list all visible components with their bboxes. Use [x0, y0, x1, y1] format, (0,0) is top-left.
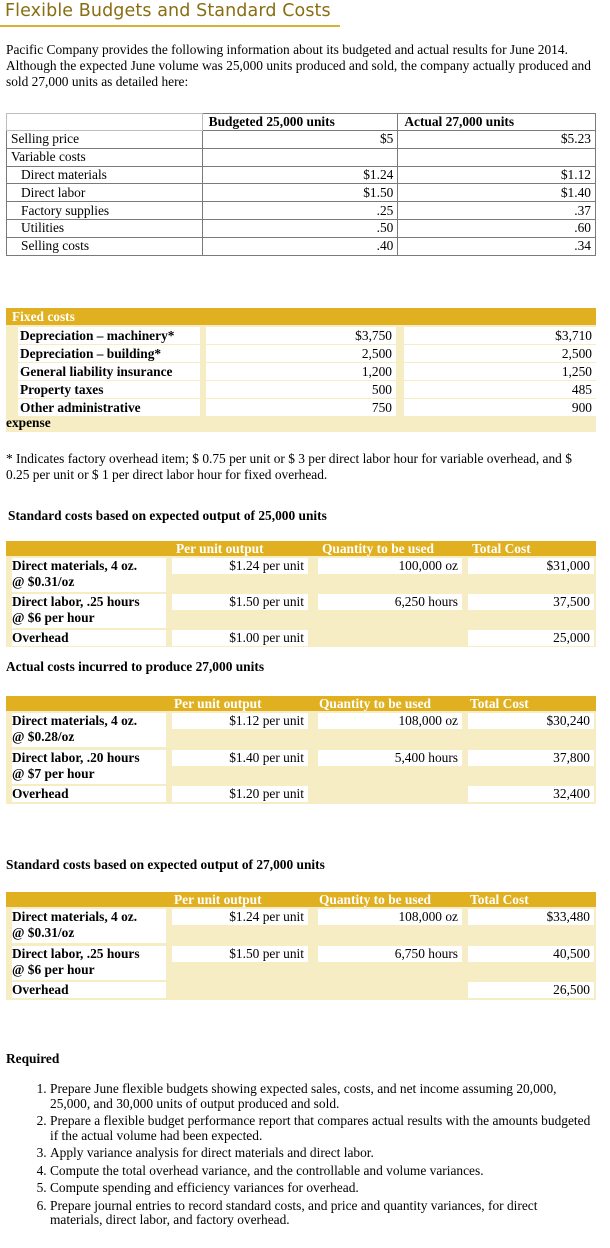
actual-value: .34 — [398, 237, 596, 255]
row-label — [12, 558, 166, 592]
table-header-actual: Actual 27,000 units — [398, 114, 596, 131]
total-cost-value: 37,800 — [468, 750, 594, 766]
per-unit-value: $1.24 per unit — [172, 909, 308, 925]
actual-cost-table — [6, 696, 596, 804]
page-title: Flexible Budgets and Standard Costs — [5, 1, 331, 21]
total-cost-value: 25,000 — [468, 630, 594, 646]
section-title: Standard costs based on expected output of 27,000 units — [6, 857, 325, 872]
total-cost-value: 40,500 — [468, 946, 594, 962]
list-item: 1. Prepare June flexible budgets showing expected sales, costs, and net income assuming 20,000, 25,000, and 30,000 units of output produced and sold. — [50, 1082, 592, 1111]
total-cost-value: 37,500 — [468, 594, 594, 610]
row-label-line: @ $6 per hour — [12, 962, 95, 977]
column-header: Total Cost — [470, 696, 529, 711]
budgeted-value: .25 — [202, 202, 398, 220]
table-row — [7, 219, 596, 237]
row-label-line: Direct materials, 4 oz. — [12, 909, 138, 924]
row-label: Overhead — [12, 786, 166, 802]
budgeted-value: $3,750 — [206, 327, 396, 344]
budgeted-value: $1.24 — [202, 166, 398, 184]
column-header: Quantity to be used — [319, 696, 431, 711]
per-unit-value: $1.12 per unit — [172, 713, 308, 729]
row-label-line: Direct labor, .25 hours — [12, 594, 140, 609]
standard-cost-table — [6, 541, 596, 647]
column-header: Per unit output — [176, 541, 264, 556]
actual-value: $3,710 — [404, 327, 596, 344]
row-label-line: Direct materials, 4 oz. — [12, 558, 138, 573]
row-label: Depreciation – building* — [18, 345, 200, 362]
total-cost-value: 26,500 — [468, 982, 594, 998]
row-label — [12, 946, 166, 980]
row-label-line: @ $6 per hour — [12, 610, 95, 625]
budgeted-value: 2,500 — [206, 345, 396, 362]
budget-comparison-table — [6, 113, 596, 256]
footnote: * Indicates factory overhead item; $ 0.75 per unit or $ 3 per direct labor hour for variable overhead, and $ 0.25 per unit or $ 1 per direct labor hour for fixed overhead. — [6, 451, 572, 482]
column-header: Quantity to be used — [319, 892, 431, 907]
list-item: 3. Apply variance analysis for direct materials and direct labor. — [50, 1146, 592, 1161]
row-label: Overhead — [12, 982, 166, 998]
column-header-band — [6, 696, 596, 711]
actual-value: .37 — [398, 202, 596, 220]
budgeted-value: 750 — [206, 399, 396, 416]
row-label: Utilities — [7, 219, 203, 237]
per-unit-value: $1.40 per unit — [172, 750, 308, 766]
section-title: Actual costs incurred to produce 27,000 units — [6, 659, 265, 674]
row-label: Other administrative — [18, 399, 200, 416]
quantity-value: 6,750 hours — [318, 946, 462, 962]
per-unit-value: $1.50 per unit — [172, 946, 308, 962]
budgeted-value: 1,200 — [206, 363, 396, 380]
actual-value: $5.23 — [398, 131, 596, 149]
fixed-costs-table — [6, 308, 596, 432]
row-label: Overhead — [12, 630, 166, 646]
row-label: Property taxes — [18, 381, 200, 398]
row-label: Direct materials — [7, 166, 203, 184]
row-label — [12, 909, 166, 943]
quantity-value: 5,400 hours — [318, 750, 462, 766]
per-unit-value: $1.24 per unit — [172, 558, 308, 574]
table-row — [7, 148, 596, 166]
title-underline — [0, 25, 340, 27]
row-label-line: Direct labor, .20 hours — [12, 750, 140, 765]
fixed-costs-heading: Fixed costs — [12, 309, 75, 324]
row-label: Factory supplies — [7, 202, 203, 220]
actual-value — [398, 148, 596, 166]
row-label: General liability insurance — [18, 363, 200, 380]
table-row — [6, 327, 596, 345]
row-label — [12, 594, 166, 628]
table-row — [7, 166, 596, 184]
standard-cost-table — [6, 892, 596, 1000]
quantity-value: 100,000 oz — [318, 558, 462, 574]
row-label-line: Direct materials, 4 oz. — [12, 713, 138, 728]
column-header: Per unit output — [174, 892, 262, 907]
budgeted-value: .40 — [202, 237, 398, 255]
table-row — [7, 237, 596, 255]
actual-value: 2,500 — [404, 345, 596, 362]
row-label: Variable costs — [7, 148, 203, 166]
fixed-costs-header — [6, 308, 596, 325]
row-label: Depreciation – machinery* — [18, 327, 200, 344]
row-label — [12, 713, 166, 747]
column-header: Total Cost — [470, 892, 529, 907]
actual-value: $1.12 — [398, 166, 596, 184]
per-unit-value: $1.20 per unit — [172, 786, 308, 802]
quantity-value: 108,000 oz — [318, 909, 462, 925]
column-header-band — [6, 892, 596, 907]
list-item: 6. Prepare journal entries to record standard costs, and price and quantity variances, for direct materials, direct labor, and factory overhead. — [50, 1199, 592, 1228]
total-cost-value: $31,000 — [468, 558, 594, 574]
total-cost-value: 32,400 — [468, 786, 594, 802]
quantity-value: 6,250 hours — [318, 594, 462, 610]
row-label-line: @ $0.31/oz — [12, 925, 75, 940]
column-header: Total Cost — [472, 541, 531, 556]
intro-paragraph: Pacific Company provides the following information about its budgeted and actual results for June 2014. Although the expected June volume was 25,000 units produced and sold, the company actually produced and sold 27,000 units as detailed here: — [6, 42, 591, 89]
requirements-list — [6, 1082, 592, 1231]
row-label: Selling costs — [7, 237, 203, 255]
table-header-budgeted: Budgeted 25,000 units — [202, 114, 398, 131]
total-cost-value: $33,480 — [468, 909, 594, 925]
column-header: Quantity to be used — [322, 541, 434, 556]
section-title: Standard costs based on expected output of 25,000 units — [8, 508, 327, 523]
table-row — [7, 131, 596, 149]
budgeted-value — [202, 148, 398, 166]
budgeted-value: .50 — [202, 219, 398, 237]
list-item: 2. Prepare a flexible budget performance report that compares actual results with the amounts budgeted if the actual volume had been expected. — [50, 1114, 592, 1143]
fixed-cost-label-continuation: expense — [6, 415, 51, 430]
actual-value: 485 — [404, 381, 596, 398]
required-heading: Required — [6, 1051, 60, 1066]
row-label: Selling price — [7, 131, 203, 149]
table-row — [6, 345, 596, 363]
quantity-value: 108,000 oz — [318, 713, 462, 729]
row-label-line: Direct labor, .25 hours — [12, 946, 140, 961]
actual-value: $1.40 — [398, 184, 596, 202]
actual-value: 1,250 — [404, 363, 596, 380]
table-row — [6, 363, 596, 381]
row-label: Direct labor — [7, 184, 203, 202]
total-cost-value: $30,240 — [468, 713, 594, 729]
table-row — [7, 202, 596, 220]
table-header-blank — [7, 114, 203, 131]
row-label-line: @ $0.28/oz — [12, 729, 75, 744]
row-label-line: @ $7 per hour — [12, 766, 95, 781]
actual-value: 900 — [404, 399, 596, 416]
table-row — [6, 399, 596, 417]
table-row — [6, 381, 596, 399]
list-item: 5. Compute spending and efficiency variances for overhead. — [50, 1181, 592, 1196]
budgeted-value: 500 — [206, 381, 396, 398]
row-label-line: @ $0.31/oz — [12, 574, 75, 589]
row-label — [12, 750, 166, 784]
budgeted-value: $5 — [202, 131, 398, 149]
column-header: Per unit output — [174, 696, 262, 711]
per-unit-value: $1.00 per unit — [172, 630, 308, 646]
actual-value: .60 — [398, 219, 596, 237]
budgeted-value: $1.50 — [202, 184, 398, 202]
per-unit-value: $1.50 per unit — [172, 594, 308, 610]
table-row — [7, 184, 596, 202]
column-header-band — [6, 541, 596, 556]
list-item: 4. Compute the total overhead variance, and the controllable and volume variances. — [50, 1164, 592, 1179]
